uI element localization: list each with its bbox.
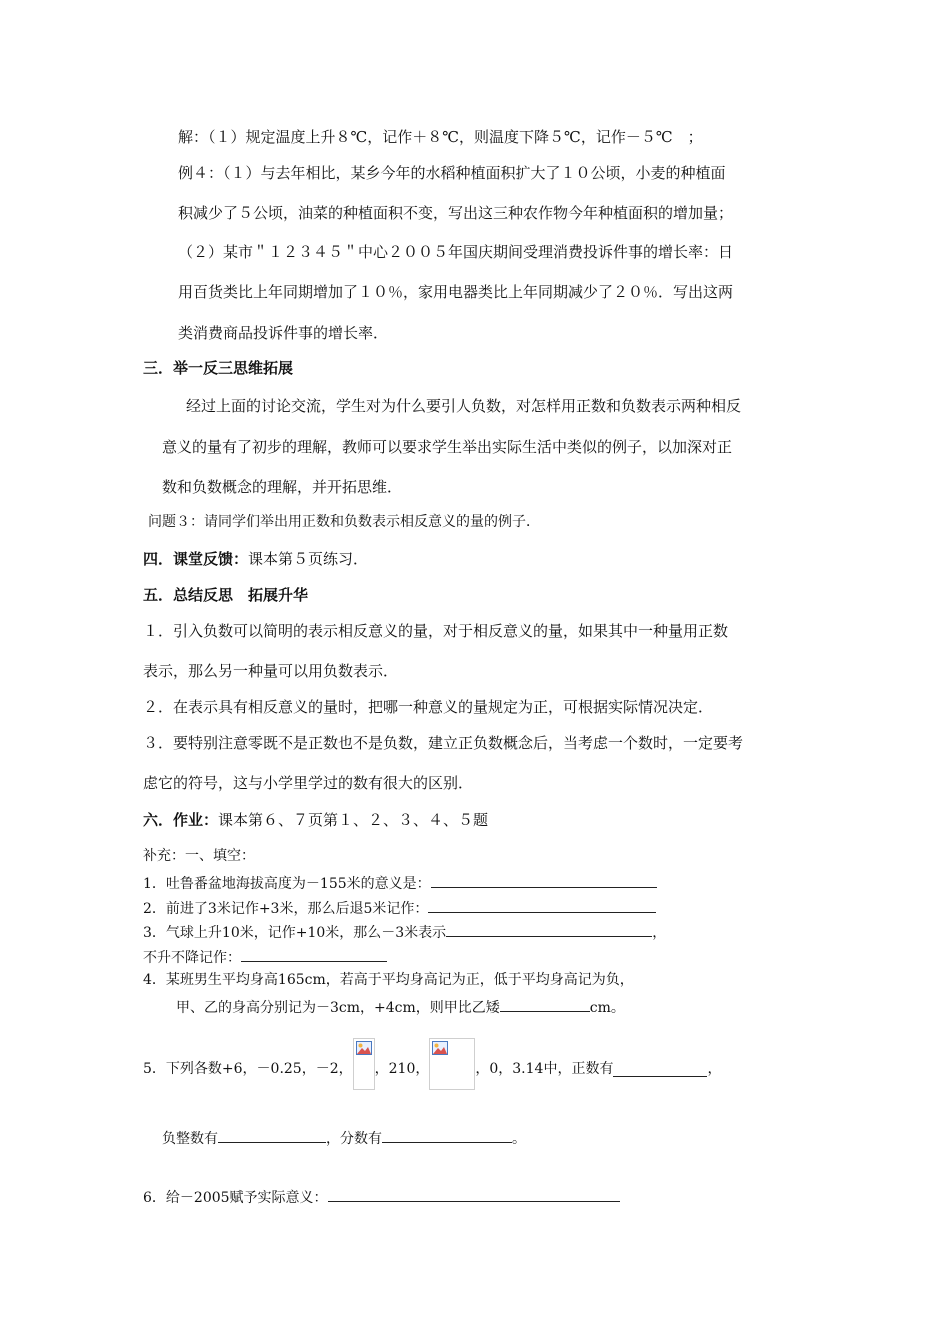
section-5-heading: 五．总结反思 拓展升华	[143, 586, 309, 604]
section-4-label: 四．课堂反馈：	[143, 550, 249, 568]
answer-blank-5b[interactable]	[218, 1128, 326, 1143]
fill-question-5-line1	[143, 1048, 721, 1090]
answer-blank-4[interactable]	[500, 997, 590, 1012]
answer-blank-2[interactable]	[428, 898, 656, 913]
summary-1-line1: １．引入负数可以简明的表示相反意义的量，对于相反意义的量，如果其中一种量用正数	[143, 622, 729, 640]
answer-blank-3b[interactable]	[241, 947, 387, 962]
fill-question-5-text-b: ，210，	[374, 1060, 430, 1077]
question-3: 问题３：请同学们举出用正数和负数表示相反意义的量的例子．	[148, 514, 540, 530]
section-3-heading: 三．举一反三思维拓展	[143, 359, 294, 377]
example4-line1: 例４：（１）与去年相比，某乡今年的水稻种植面积扩大了１０公顷，小麦的种植面	[178, 164, 726, 182]
fill-question-4-line1: 4．某班男生平均身高165cm，若高于平均身高记为正，低于平均身高记为负，	[143, 972, 634, 988]
fill-question-3b	[143, 947, 387, 967]
fill-question-5-text-a: 5．下列各数+6，－0.25，－2，	[143, 1060, 353, 1077]
solution-line: 解：（１）规定温度上升８℃，记作＋８℃，则温度下降５℃，记作－５℃ ；	[178, 128, 703, 146]
answer-blank-3a[interactable]	[446, 922, 652, 937]
fill-question-3-text: 3．气球上升10米，记作+10米，那么－3米表示	[143, 925, 447, 941]
section-3-para2: 意义的量有了初步的理解，教师可以要求学生举出实际生活中类似的例子，以加深对正	[162, 438, 733, 456]
section-4-heading	[143, 550, 368, 568]
section-6-heading	[143, 811, 488, 829]
section-3-para1: 经过上面的讨论交流，学生对为什么要引人负数，对怎样用正数和负数表示两种相反	[186, 397, 742, 415]
fill-question-4-unit: cm。	[589, 1000, 625, 1016]
broken-image-icon	[429, 1038, 475, 1090]
summary-2: ２．在表示具有相反意义的量时，把哪一种意义的量规定为正，可根据实际情况决定．	[143, 698, 714, 716]
example4-line3: （２）某市＂１２３４５＂中心２００５年国庆期间受理消费投诉件事的增长率：日	[178, 243, 734, 261]
example4-line4: 用百货类比上年同期增加了１０％，家用电器类比上年同期减少了２０％．写出这两	[178, 283, 734, 301]
fill-question-1	[143, 873, 657, 893]
fill-question-6	[143, 1187, 620, 1207]
fill-question-5-text-g: 。	[512, 1131, 526, 1147]
fill-question-3b-text: 不升不降记作：	[143, 950, 241, 966]
fill-question-5-text-c: ，0，3.14中，正数有	[475, 1060, 614, 1077]
fill-question-3	[143, 922, 666, 942]
fill-question-5-text-e: 负整数有	[162, 1131, 218, 1147]
section-6-label: 六．作业：	[143, 811, 219, 829]
supplement-heading: 补充：一、填空：	[143, 848, 255, 864]
fill-question-4-line2	[176, 997, 625, 1017]
fill-question-2	[143, 898, 656, 918]
fill-question-5-line2	[162, 1128, 526, 1148]
fill-question-1-text: 1．吐鲁番盆地海拔高度为－155米的意义是：	[143, 876, 431, 892]
section-4-text: 课本第５页练习．	[248, 550, 369, 568]
example4-line2: 积减少了５公顷，油菜的种植面积不变，写出这三种农作物今年种植面积的增加量；	[178, 204, 734, 222]
summary-1-line2: 表示，那么另一种量可以用负数表示．	[143, 662, 399, 680]
fill-question-2-text: 2．前进了3米记作+3米，那么后退5米记作：	[143, 901, 429, 917]
section-6-text: 课本第６、７页第１、２、３、４、５题	[218, 811, 489, 829]
broken-image-icon	[353, 1038, 375, 1090]
summary-3-line2: 虑它的符号，这与小学里学过的数有很大的区别．	[143, 774, 474, 792]
fill-question-5-text-f: ，分数有	[326, 1131, 382, 1147]
summary-3-line1: ３．要特别注意零既不是正数也不是负数，建立正负数概念后，当考虑一个数时，一定要考	[143, 734, 744, 752]
example4-line5: 类消费商品投诉件事的增长率．	[178, 324, 389, 342]
answer-blank-6[interactable]	[328, 1187, 620, 1202]
answer-blank-5a[interactable]	[613, 1062, 707, 1077]
fill-question-5-text-d: ，	[707, 1060, 722, 1077]
fill-question-3-comma: ，	[652, 925, 667, 941]
fill-question-6-text: 6．给－2005赋予实际意义：	[143, 1190, 328, 1206]
answer-blank-1[interactable]	[431, 873, 657, 888]
answer-blank-5c[interactable]	[382, 1128, 512, 1143]
section-3-para3: 数和负数概念的理解，并开拓思维．	[162, 478, 403, 496]
fill-question-4-text: 甲、乙的身高分别记为－3cm，+4cm，则甲比乙矮	[176, 1000, 500, 1016]
